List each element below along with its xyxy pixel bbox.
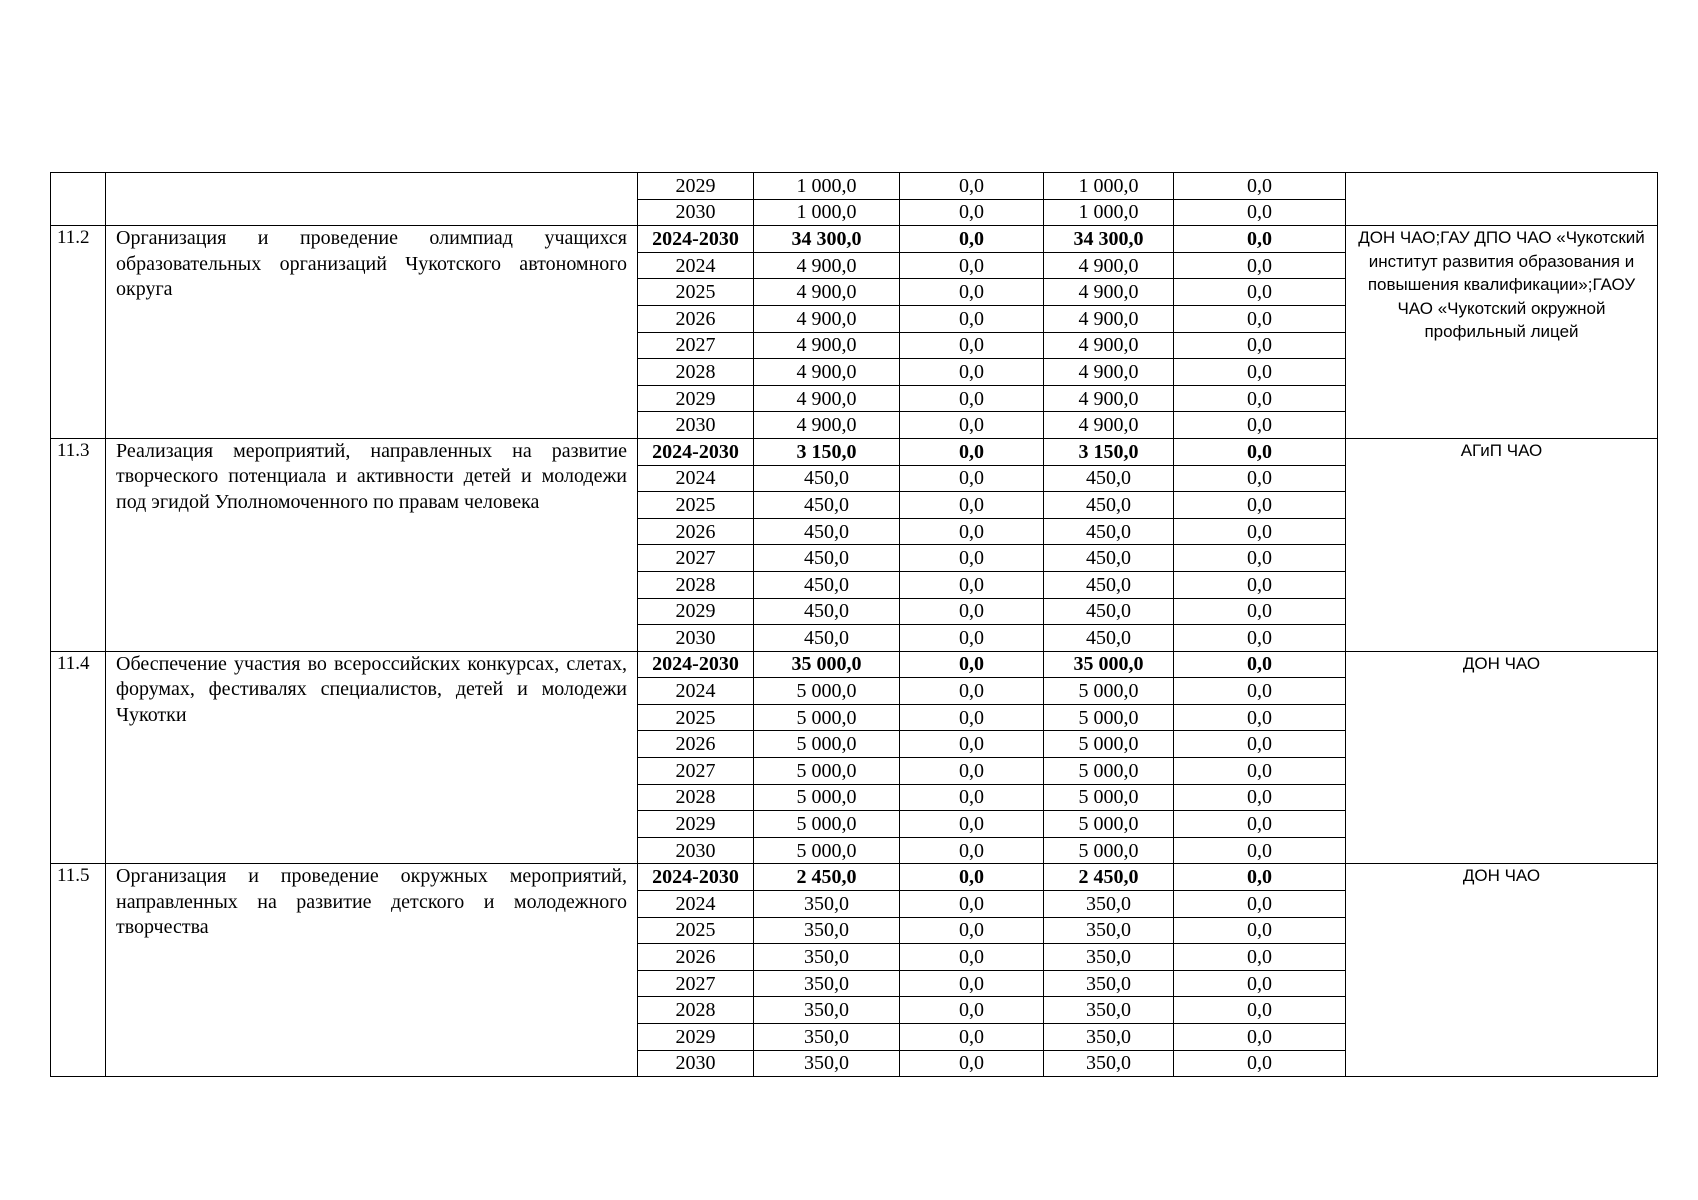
total-cell: 350,0 — [754, 891, 900, 918]
year-cell: 2030 — [638, 199, 754, 226]
other-cell: 0,0 — [1174, 704, 1346, 731]
other-cell: 0,0 — [1174, 359, 1346, 386]
year-cell: 2026 — [638, 518, 754, 545]
other-cell: 0,0 — [1174, 678, 1346, 705]
other-cell: 0,0 — [1174, 917, 1346, 944]
year-cell: 2028 — [638, 784, 754, 811]
federal-cell: 0,0 — [900, 864, 1044, 891]
total-cell: 4 900,0 — [754, 412, 900, 439]
total-cell: 3 150,0 — [754, 438, 900, 465]
regional-cell: 34 300,0 — [1044, 226, 1174, 253]
executor-line: ГАОУ ЧАО «Чукотский окружной профильный лицей — [1397, 275, 1636, 342]
other-cell: 0,0 — [1174, 438, 1346, 465]
item-name: Реализация мероприятий, направленных на развитие творческого потенциала и активности детей и молодежи под эгидой Уполномоченного по правам человека — [106, 438, 638, 651]
federal-cell: 0,0 — [900, 811, 1044, 838]
year-cell: 2025 — [638, 704, 754, 731]
federal-cell: 0,0 — [900, 917, 1044, 944]
total-cell: 450,0 — [754, 545, 900, 572]
executor-cell — [1346, 438, 1658, 651]
other-cell: 0,0 — [1174, 997, 1346, 1024]
other-cell: 0,0 — [1174, 651, 1346, 678]
regional-cell: 35 000,0 — [1044, 651, 1174, 678]
total-cell: 5 000,0 — [754, 731, 900, 758]
item-number: 11.4 — [51, 651, 106, 864]
federal-cell: 0,0 — [900, 784, 1044, 811]
regional-cell: 4 900,0 — [1044, 252, 1174, 279]
regional-cell: 450,0 — [1044, 492, 1174, 519]
federal-cell: 0,0 — [900, 1024, 1044, 1051]
federal-cell: 0,0 — [900, 651, 1044, 678]
total-cell: 34 300,0 — [754, 226, 900, 253]
year-cell: 2026 — [638, 305, 754, 332]
total-cell: 4 900,0 — [754, 332, 900, 359]
total-cell: 5 000,0 — [754, 758, 900, 785]
federal-cell: 0,0 — [900, 545, 1044, 572]
total-cell: 350,0 — [754, 970, 900, 997]
total-cell: 4 900,0 — [754, 359, 900, 386]
federal-cell: 0,0 — [900, 173, 1044, 200]
other-cell: 0,0 — [1174, 784, 1346, 811]
other-cell: 0,0 — [1174, 173, 1346, 200]
year-cell: 2029 — [638, 811, 754, 838]
federal-cell: 0,0 — [900, 1050, 1044, 1077]
section-total-row — [51, 226, 1658, 253]
year-cell: 2028 — [638, 997, 754, 1024]
year-cell: 2029 — [638, 1024, 754, 1051]
other-cell: 0,0 — [1174, 571, 1346, 598]
regional-cell: 5 000,0 — [1044, 678, 1174, 705]
executor-line: ДОН ЧАО — [1462, 653, 1541, 673]
other-cell: 0,0 — [1174, 970, 1346, 997]
total-cell: 4 900,0 — [754, 305, 900, 332]
total-cell: 5 000,0 — [754, 784, 900, 811]
regional-cell: 450,0 — [1044, 518, 1174, 545]
section-total-row — [51, 864, 1658, 891]
executor-line: ДОН ЧАО — [1462, 866, 1541, 886]
total-cell: 350,0 — [754, 944, 900, 971]
federal-cell: 0,0 — [900, 731, 1044, 758]
total-cell: 5 000,0 — [754, 837, 900, 864]
year-cell: 2025 — [638, 492, 754, 519]
year-cell: 2024 — [638, 465, 754, 492]
year-cell: 2027 — [638, 758, 754, 785]
table-row — [51, 173, 1658, 200]
total-cell: 450,0 — [754, 571, 900, 598]
regional-cell: 4 900,0 — [1044, 279, 1174, 306]
other-cell: 0,0 — [1174, 598, 1346, 625]
regional-cell: 450,0 — [1044, 465, 1174, 492]
total-cell: 1 000,0 — [754, 199, 900, 226]
other-cell: 0,0 — [1174, 864, 1346, 891]
year-cell: 2024-2030 — [638, 226, 754, 253]
federal-cell: 0,0 — [900, 252, 1044, 279]
other-cell: 0,0 — [1174, 412, 1346, 439]
section-total-row — [51, 651, 1658, 678]
regional-cell: 450,0 — [1044, 545, 1174, 572]
executor-cell — [1346, 651, 1658, 864]
year-cell: 2028 — [638, 571, 754, 598]
federal-cell: 0,0 — [900, 758, 1044, 785]
total-cell: 5 000,0 — [754, 811, 900, 838]
total-cell: 5 000,0 — [754, 678, 900, 705]
other-cell: 0,0 — [1174, 837, 1346, 864]
other-cell: 0,0 — [1174, 332, 1346, 359]
other-cell: 0,0 — [1174, 731, 1346, 758]
year-cell: 2030 — [638, 412, 754, 439]
regional-cell: 1 000,0 — [1044, 199, 1174, 226]
other-cell: 0,0 — [1174, 279, 1346, 306]
regional-cell: 450,0 — [1044, 625, 1174, 652]
year-cell: 2026 — [638, 731, 754, 758]
other-cell: 0,0 — [1174, 465, 1346, 492]
federal-cell: 0,0 — [900, 226, 1044, 253]
regional-cell: 5 000,0 — [1044, 731, 1174, 758]
total-cell: 1 000,0 — [754, 173, 900, 200]
executor-cell — [1346, 864, 1658, 1077]
other-cell: 0,0 — [1174, 252, 1346, 279]
regional-cell: 350,0 — [1044, 1024, 1174, 1051]
regional-cell: 350,0 — [1044, 917, 1174, 944]
year-cell: 2024 — [638, 252, 754, 279]
other-cell: 0,0 — [1174, 891, 1346, 918]
federal-cell: 0,0 — [900, 518, 1044, 545]
item-name-cell — [106, 173, 638, 226]
total-cell: 350,0 — [754, 1050, 900, 1077]
item-number: 11.2 — [51, 226, 106, 439]
total-cell: 350,0 — [754, 997, 900, 1024]
regional-cell: 2 450,0 — [1044, 864, 1174, 891]
other-cell: 0,0 — [1174, 518, 1346, 545]
year-cell: 2024-2030 — [638, 438, 754, 465]
total-cell: 350,0 — [754, 1024, 900, 1051]
federal-cell: 0,0 — [900, 704, 1044, 731]
federal-cell: 0,0 — [900, 305, 1044, 332]
year-cell: 2029 — [638, 598, 754, 625]
executor-cell — [1346, 226, 1658, 439]
federal-cell: 0,0 — [900, 279, 1044, 306]
total-cell: 4 900,0 — [754, 279, 900, 306]
total-cell: 450,0 — [754, 598, 900, 625]
regional-cell: 350,0 — [1044, 970, 1174, 997]
regional-cell: 5 000,0 — [1044, 811, 1174, 838]
regional-cell: 350,0 — [1044, 891, 1174, 918]
federal-cell: 0,0 — [900, 359, 1044, 386]
executor-line: АГиП ЧАО — [1460, 440, 1543, 460]
regional-cell: 5 000,0 — [1044, 704, 1174, 731]
regional-cell: 350,0 — [1044, 1050, 1174, 1077]
regional-cell: 4 900,0 — [1044, 305, 1174, 332]
year-cell: 2030 — [638, 625, 754, 652]
total-cell: 450,0 — [754, 518, 900, 545]
year-cell: 2024 — [638, 678, 754, 705]
year-cell: 2027 — [638, 332, 754, 359]
regional-cell: 4 900,0 — [1044, 412, 1174, 439]
regional-cell: 5 000,0 — [1044, 758, 1174, 785]
year-cell: 2030 — [638, 1050, 754, 1077]
regional-cell: 4 900,0 — [1044, 359, 1174, 386]
regional-cell: 350,0 — [1044, 997, 1174, 1024]
regional-cell: 450,0 — [1044, 598, 1174, 625]
federal-cell: 0,0 — [900, 970, 1044, 997]
executor-line: ГАУ ДПО ЧАО «Чукотский институт развития образования и повышения квалификации»; — [1367, 228, 1645, 295]
federal-cell: 0,0 — [900, 571, 1044, 598]
year-cell: 2026 — [638, 944, 754, 971]
other-cell: 0,0 — [1174, 199, 1346, 226]
other-cell: 0,0 — [1174, 625, 1346, 652]
federal-cell: 0,0 — [900, 465, 1044, 492]
item-number-cell — [51, 173, 106, 226]
federal-cell: 0,0 — [900, 385, 1044, 412]
year-cell: 2024-2030 — [638, 864, 754, 891]
year-cell: 2028 — [638, 359, 754, 386]
year-cell: 2024-2030 — [638, 651, 754, 678]
federal-cell: 0,0 — [900, 199, 1044, 226]
regional-cell: 4 900,0 — [1044, 332, 1174, 359]
item-name: Организация и проведение окружных мероприятий, направленных на развитие детского и молодежного творчества — [106, 864, 638, 1077]
year-cell: 2025 — [638, 917, 754, 944]
other-cell: 0,0 — [1174, 758, 1346, 785]
year-cell: 2029 — [638, 385, 754, 412]
regional-cell: 5 000,0 — [1044, 784, 1174, 811]
other-cell: 0,0 — [1174, 305, 1346, 332]
item-number: 11.5 — [51, 864, 106, 1077]
federal-cell: 0,0 — [900, 625, 1044, 652]
item-number: 11.3 — [51, 438, 106, 651]
regional-cell: 4 900,0 — [1044, 385, 1174, 412]
other-cell: 0,0 — [1174, 944, 1346, 971]
regional-cell: 450,0 — [1044, 571, 1174, 598]
year-cell: 2027 — [638, 970, 754, 997]
total-cell: 450,0 — [754, 465, 900, 492]
federal-cell: 0,0 — [900, 944, 1044, 971]
federal-cell: 0,0 — [900, 598, 1044, 625]
regional-cell: 5 000,0 — [1044, 837, 1174, 864]
other-cell: 0,0 — [1174, 811, 1346, 838]
other-cell: 0,0 — [1174, 1050, 1346, 1077]
other-cell: 0,0 — [1174, 492, 1346, 519]
other-cell: 0,0 — [1174, 545, 1346, 572]
executor-cell — [1346, 173, 1658, 226]
total-cell: 35 000,0 — [754, 651, 900, 678]
federal-cell: 0,0 — [900, 678, 1044, 705]
federal-cell: 0,0 — [900, 332, 1044, 359]
total-cell: 2 450,0 — [754, 864, 900, 891]
regional-cell: 350,0 — [1044, 944, 1174, 971]
year-cell: 2027 — [638, 545, 754, 572]
federal-cell: 0,0 — [900, 438, 1044, 465]
other-cell: 0,0 — [1174, 1024, 1346, 1051]
year-cell: 2025 — [638, 279, 754, 306]
section-total-row — [51, 438, 1658, 465]
other-cell: 0,0 — [1174, 385, 1346, 412]
total-cell: 350,0 — [754, 917, 900, 944]
year-cell: 2030 — [638, 837, 754, 864]
total-cell: 5 000,0 — [754, 704, 900, 731]
total-cell: 4 900,0 — [754, 252, 900, 279]
federal-cell: 0,0 — [900, 837, 1044, 864]
table-body — [51, 173, 1658, 1077]
federal-cell: 0,0 — [900, 492, 1044, 519]
regional-cell: 3 150,0 — [1044, 438, 1174, 465]
total-cell: 4 900,0 — [754, 385, 900, 412]
item-name: Обеспечение участия во всероссийских конкурсах, слетах, форумах, фестивалях специалистов, детей и молодежи Чукотки — [106, 651, 638, 864]
regional-cell: 1 000,0 — [1044, 173, 1174, 200]
total-cell: 450,0 — [754, 625, 900, 652]
federal-cell: 0,0 — [900, 412, 1044, 439]
year-cell: 2024 — [638, 891, 754, 918]
federal-cell: 0,0 — [900, 891, 1044, 918]
total-cell: 450,0 — [754, 492, 900, 519]
executor-line: ДОН ЧАО; — [1358, 228, 1441, 248]
item-name: Организация и проведение олимпиад учащихся образовательных организаций Чукотского автономного округа — [106, 226, 638, 439]
year-cell: 2029 — [638, 173, 754, 200]
other-cell: 0,0 — [1174, 226, 1346, 253]
federal-cell: 0,0 — [900, 997, 1044, 1024]
funding-table — [50, 172, 1658, 1077]
